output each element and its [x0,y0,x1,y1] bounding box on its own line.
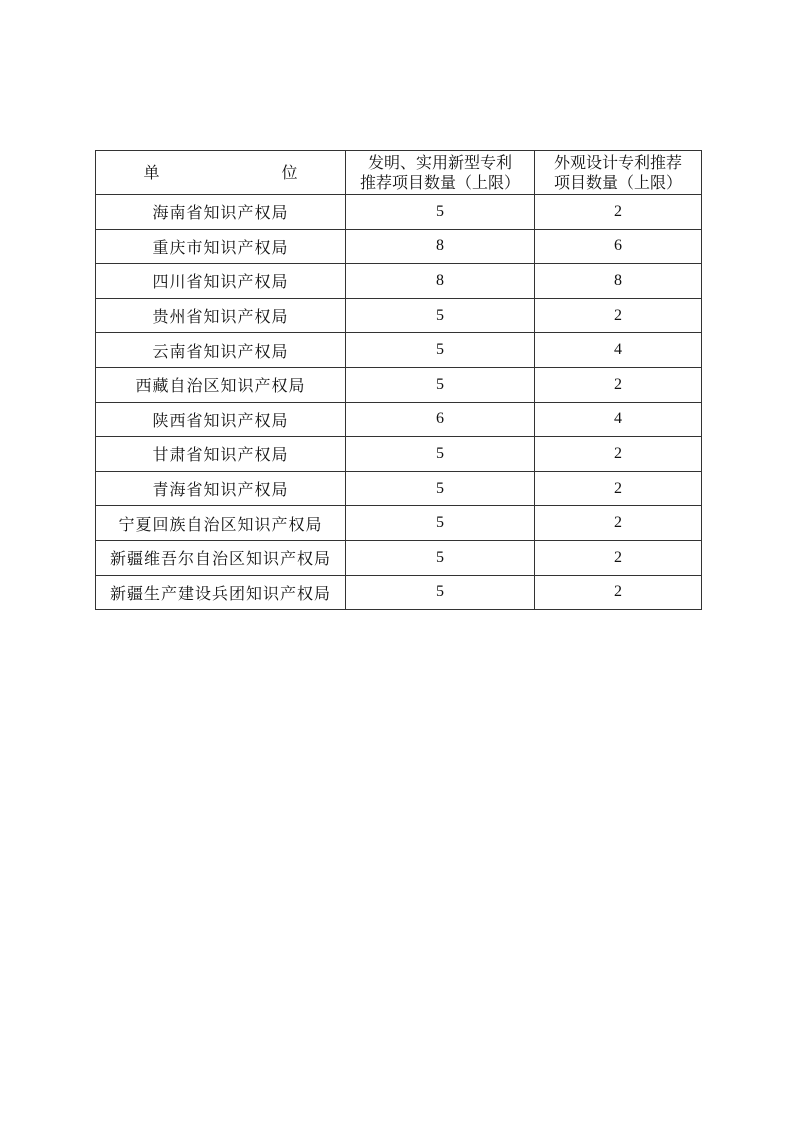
cell-unit: 海南省知识产权局 [96,195,346,230]
table-row [96,367,702,402]
cell-design: 2 [535,367,702,402]
cell-design: 4 [535,402,702,437]
cell-invention: 5 [346,540,535,575]
cell-invention: 5 [346,437,535,472]
cell-unit: 新疆维吾尔自治区知识产权局 [96,540,346,575]
cell-invention: 5 [346,195,535,230]
cell-unit: 云南省知识产权局 [96,333,346,368]
cell-invention: 5 [346,333,535,368]
cell-invention: 5 [346,298,535,333]
cell-unit: 青海省知识产权局 [96,471,346,506]
cell-unit: 贵州省知识产权局 [96,298,346,333]
cell-design: 2 [535,575,702,610]
cell-design: 2 [535,506,702,541]
cell-invention: 6 [346,402,535,437]
cell-design: 8 [535,264,702,299]
cell-unit: 甘肃省知识产权局 [96,437,346,472]
table-row [96,264,702,299]
table-row [96,437,702,472]
table-body [96,195,702,610]
cell-design: 2 [535,437,702,472]
table-row [96,471,702,506]
cell-design: 2 [535,195,702,230]
table-header-row [96,151,702,195]
table-row [96,333,702,368]
cell-design: 2 [535,471,702,506]
cell-unit: 宁夏回族自治区知识产权局 [96,506,346,541]
table-row [96,402,702,437]
cell-unit: 西藏自治区知识产权局 [96,367,346,402]
table-row [96,229,702,264]
quota-table [95,150,702,610]
header-design-quota [535,151,702,195]
cell-invention: 8 [346,229,535,264]
table-row [96,540,702,575]
table-row [96,575,702,610]
cell-unit: 新疆生产建设兵团知识产权局 [96,575,346,610]
cell-invention: 5 [346,367,535,402]
cell-invention: 5 [346,575,535,610]
cell-unit: 陕西省知识产权局 [96,402,346,437]
cell-invention: 5 [346,506,535,541]
table-row [96,195,702,230]
table-row [96,298,702,333]
cell-unit: 四川省知识产权局 [96,264,346,299]
header-unit: 单 位 [96,151,346,195]
cell-design: 6 [535,229,702,264]
header-invention-line2: 推荐项目数量（上限） [359,172,520,192]
header-invention-quota [346,151,535,195]
header-invention-line1: 发明、实用新型专利 [367,152,512,172]
cell-design: 2 [535,540,702,575]
cell-invention: 5 [346,471,535,506]
cell-unit: 重庆市知识产权局 [96,229,346,264]
header-design-line2: 项目数量（上限） [553,172,682,192]
cell-invention: 8 [346,264,535,299]
cell-design: 2 [535,298,702,333]
table-row [96,506,702,541]
cell-design: 4 [535,333,702,368]
header-design-line1: 外观设计专利推荐 [553,152,682,172]
